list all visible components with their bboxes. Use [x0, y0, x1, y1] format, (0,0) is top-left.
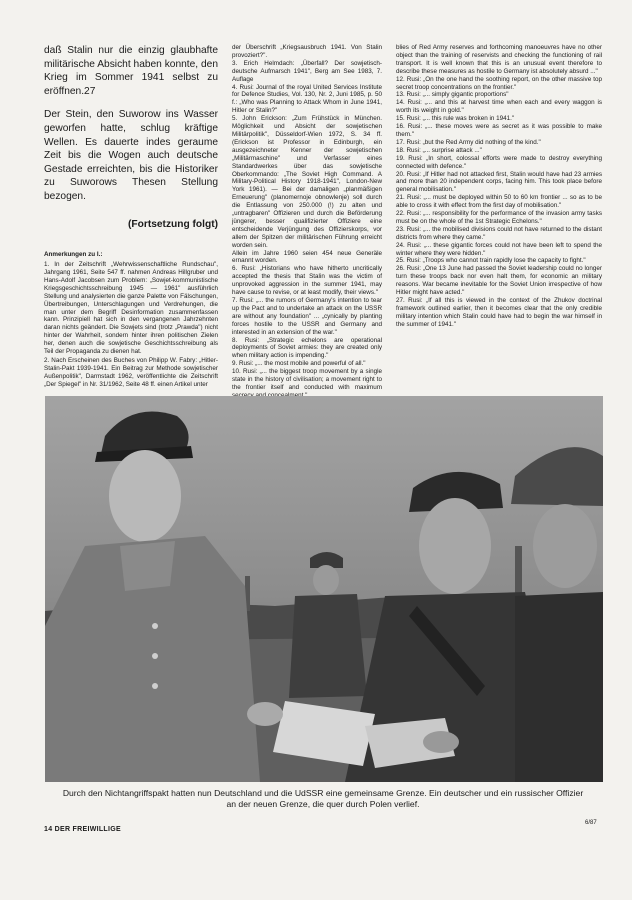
note-4: 4. Rusi: Journal of the royal United Services Institute for Defence Studies, Vol. 130, Nr. 2, Juni 1985, p. 50 f.: „Who was Planning to Attack Whom in June 1941, Hitler or Stalin?" — [232, 83, 382, 115]
note-3: 3. Erich Helmdach: „Überfall? Der sowjetisch-deutsche Aufmarsch 1941", Berg am See 1983, 7. Auflage — [232, 59, 382, 83]
note-12: 12. Rusi: „On the one hand the soothing report, on the other massive top secret troop concentrations on the frontier." — [396, 75, 602, 91]
note-8: 8. Rusi: „Strategic echelons are operational deployments of Soviet armies: they are created only when military action is impending." — [232, 336, 382, 360]
photo-caption: Durch den Nichtangriffspakt hatten nun Deutschland und die UdSSR eine gemeinsame Grenze. Ein deutscher und ein russischer Offizier an der neuen Grenze, die quer durch Polen verlief. — [62, 788, 584, 809]
note-9: 9. Rusi: „... the most mobile and powerful of all." — [232, 360, 366, 368]
note-10: 10. Rusi: „... the biggest troop movement by a single state in the history of civilisation; a movement right to the frontier itself and conducted with maximum — [232, 368, 382, 391]
footer-issue: 6/87 — [585, 820, 597, 826]
column-right — [396, 44, 602, 329]
column-left — [44, 44, 218, 390]
helmeted-soldier-figure — [511, 447, 603, 782]
officers-photo — [45, 396, 603, 782]
continued-label: (Fortsetzung folgt) — [128, 218, 218, 230]
note-21: 21. Rusi: „... must be deployed within 50 to 60 km frontier ... so as to be able to cross it with effect from the first day of mobilisation." — [396, 194, 602, 210]
note-2-end: der Überschrift „Kriegsausbruch 1941. Von Stalin provoziert?". — [232, 44, 382, 59]
note-19: 19. Rusi: „In short, colossal efforts were made to destroy everything connected with defence." — [396, 154, 602, 170]
note-5: 5. John Erickson: „Zum Frühstück in München. Möglichkeit und Absicht der sowjetischen Militärpolitik", Düsseldorf-Wien 1972, S. 34 ff. (Erickson ist Professor in Edinburgh, ein ausgezeichneter Kenner der sowjetischen „Militärmaschine" und Verfasser eines Standardwerkes über das sowjetische Oberkommando: „The Soviet High Command. A Military-Political History 1918-1941", London-New York 1961). — Bei der damaligen „planmäßigen Erneuerung" (planomernoje obnowlenje) soll durch die Entlassung von 250.000 (!) zu alten und „untragbaren" Offizieren und durch die Beförderung jüngerer, besser qualifizierter Offiziere eine entscheidende Verjüngung des Offizierskorps, vor allem der Spitzen der militärischen Führung erreicht worden sein. — [232, 115, 382, 249]
note-11-end: blies of Red Army reserves and forthcoming manoeuvres have no other object than the training of reservists and checking the functioning of rail transport. It is well known that this is an unusual event therefore to describe these measures as hostile to Germany ist absolutely absurd ..." — [396, 44, 602, 75]
note-27: 27. Rusi: „If all this is viewed in the context of the Zhukov doctrinal framework outlined earlier, then it becomes clear that the only credible military intention which Stalin could have had to begin the war himself in the summer of 1941." — [396, 297, 602, 328]
photo-illustration — [45, 396, 603, 782]
note-18: 18. Rusi: „... surprise attack ..." — [396, 146, 482, 154]
notes-heading: Anmerkungen zu I.: — [44, 251, 103, 259]
note-20: 20. Rusi: „If Hitler had not attacked first, Stalin would have had 23 armies and more than 20 independent corps, facing him. This took place before general mobilisation." — [396, 170, 602, 194]
note-2: 2. Nach Erscheinen des Buches von Philipp W. Fabry: „Hitler-Stalin-Pakt 1939-1941. Ein Beitrag zur Methode sowjetischer Außenpolitik", Darmstadt 1962, veröffentlichte die Zeitschrift „Der Spiegel" in Nr. 31/1962, Seite 48 ff. einen Artikel unter — [44, 357, 218, 388]
note-1: 1. In der Zeitschrift „Wehrwissenschaftliche Rundschau", Jahrgang 1961, Seite 547 ff. nahmen Andreas Hillgruber und Hans-Adolf Jacobsen zum Problem: „Sowjet-kommunistische Kriegsgeschichtsschreibung 1945 — 1961" ausführlich Stellung und analysierten die ganze Palette von Fälschungen, Übertreibungen, Unterschlagungen und Verdrehungen, die man unter dem Begriff Desinformation zusammenfassen kann. Prinzipiell hat sich in den vergangenen Jahrzehnten daran nichts geändert. Die Sowjets sind (trotz „Prawda") nicht hinter der Wahrheit, sondern hinter ihren politischen Zielen her, denen auch die sowjetische Geschichtsschreibung als Teil der Propaganda zu dienen hat. — [44, 261, 218, 356]
column-middle — [232, 44, 382, 424]
note-23: 23. Rusi: „... the mobilised divisions could not have returned to the distant districts from where they came." — [396, 225, 602, 241]
note-15: 15. Rusi: „... this rule was broken in 1941." — [396, 115, 515, 123]
note-16: 16. Rusi: „... these moves were as secret as it was possible to make them." — [396, 123, 602, 138]
note-26: 26. Rusi: „One 13 June had passed the Soviet leadership could no longer turn these troops back nor even halt them, for economic an military reasons. War became inevitable for the Soviet Union irrespective of how Hitler might have acted." — [396, 265, 602, 297]
lead-paragraph-1: daß Stalin nur die einzig glaubhafte militärische Absicht haben konnte, den Krieg im Sommer 1941 selbst zu eröffnen.27 — [44, 45, 218, 97]
note-5-end: Allein im Jahre 1960 seien 454 neue Generäle ernannt worden. — [232, 249, 382, 265]
note-22: 22. Rusi: „... responsibility for the performance of the invasion army tasks must be on the whole of the 1st Strategic Echelons." — [396, 210, 602, 225]
note-24: 24. Rusi: „... these gigantic forces could not have been left to spend the winter where they were hidden." — [396, 241, 602, 257]
note-7: 7. Rusi: „... the rumors of Germany's intention to tear up the Pact and to undertake an attack on the USSR are without any foundation" ... „cynically by planting forces hostile to the USSR and Germany and interested in an extension of the war." — [232, 297, 382, 336]
lead-paragraph-2: Der Stein, den Suworow ins Wasser geworfen hatte, schlug kräftige Wellen. Es dauerte indes geraume Zeit bis die Wogen auch deutsche Gestade erreichten, bis die Historiker zu Suworows Thesen Stellung bezogen. — [44, 109, 218, 202]
note-14: 14. Rusi: „... and this at harvest time when each and every waggon is worth its weight in gold." — [396, 99, 602, 115]
note-17: 17. Rusi: „but the Red Army did nothing of the kind." — [396, 138, 541, 146]
note-13: 13. Rusi: „... simply gigantic proportions" — [396, 91, 509, 99]
note-25: 25. Rusi: „Troops who cannot train rapidly lose the capacity to fight." — [396, 257, 586, 265]
footer-page-label: 14 DER FREIWILLIGE — [44, 826, 121, 833]
note-6: 6. Rusi: „Historians who have hitherto uncritically accepted the thesis that Stalin was the victim of unprovoked aggression in the summer 1941, may have cause to revise, or at least modify, their views." — [232, 265, 382, 297]
